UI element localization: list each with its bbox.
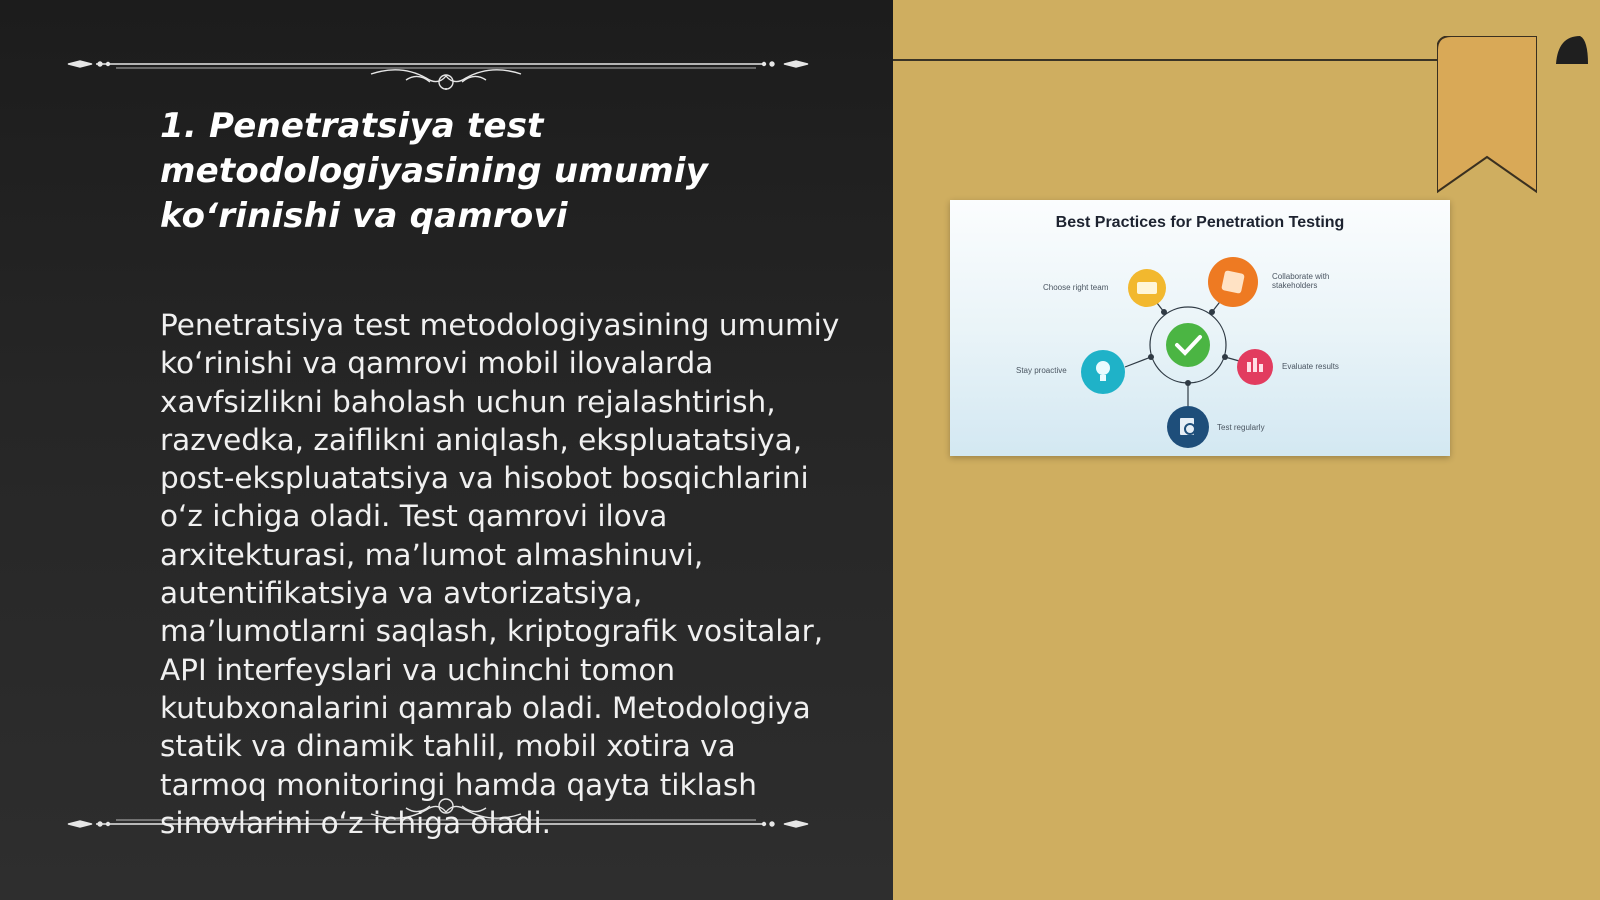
chart-icon bbox=[1247, 362, 1251, 372]
bookmark-ribbon bbox=[1437, 36, 1537, 196]
label-collaborate: Collaborate with stakeholders bbox=[1272, 272, 1330, 290]
connector-proactive bbox=[1125, 357, 1151, 367]
handshake-icon bbox=[1221, 270, 1245, 294]
ornament-border-top bbox=[66, 50, 826, 90]
label-evaluate: Evaluate results bbox=[1282, 362, 1339, 371]
infographic-image bbox=[950, 200, 1450, 456]
slide-body-text: Penetratsiya test metodologiyasining umumiy ko‘rinishi va qamrovi mobil ilovalarda xavfsizlikni baholash uchun rejalashtirish, razvedka, zaiflikni aniqlash, ekspluatatsiya, post-ekspluatatsiya va hisobot bosqichlarini o‘z ichiga oladi. Test qamrovi ilova arxitekturasi, ma’lumot almashinuvi, autentifikatsiya va avtorizatsiya, ma’lumotlarni saqlash, kriptografik vositalar, API interfeyslari va uchinchi tomon kutubxonalarini qamrab oladi. Metodologiya statik va dinamik tahlil, mobil xotira va tarmoq monitoringi hamda qayta tiklash sinovlarini o‘z ichiga oladi. bbox=[160, 308, 840, 840]
ribbon-fold bbox=[1556, 36, 1588, 64]
divider-line bbox=[893, 59, 1440, 61]
checkmark-node bbox=[1166, 323, 1210, 367]
label-test-regularly: Test regularly bbox=[1217, 423, 1265, 432]
infographic-title: Best Practices for Penetration Testing bbox=[1055, 214, 1345, 231]
label-stay-proactive: Stay proactive bbox=[1016, 366, 1067, 375]
infographic-graphic bbox=[950, 200, 1450, 456]
label-choose-team: Choose right team bbox=[1043, 283, 1109, 292]
folder-icon bbox=[1137, 282, 1157, 294]
slide-title: 1. Penetratsiya test metodologiyasining umumiy ko‘rinishi va qamrovi bbox=[160, 106, 709, 236]
lightbulb-icon bbox=[1096, 361, 1110, 375]
